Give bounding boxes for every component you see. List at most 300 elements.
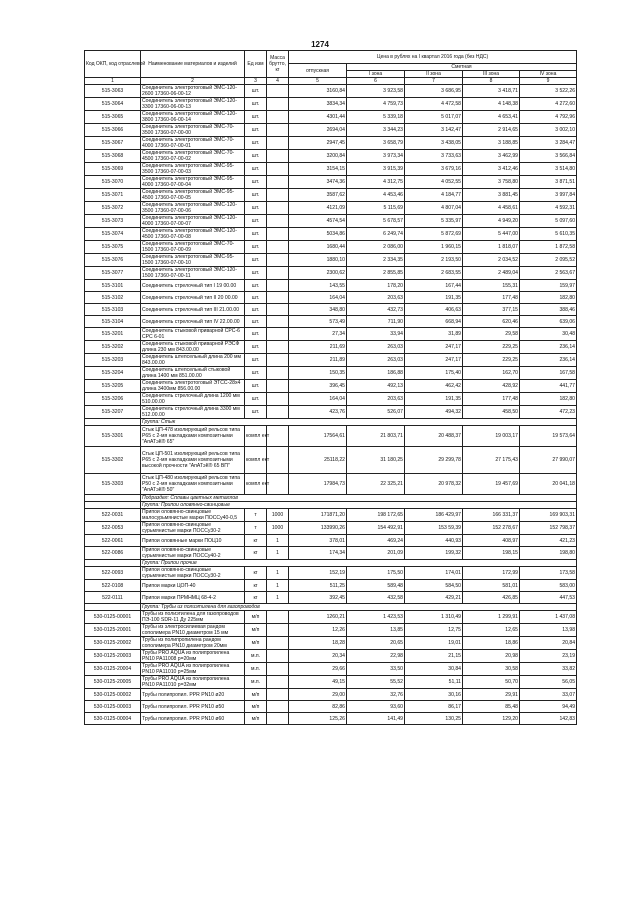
unit-cell: компл ект [245, 474, 267, 495]
table-row [85, 367, 577, 380]
price-release-cell: 29,66 [289, 663, 347, 676]
name-cell: Соединитель электротоговый ЭМС-120-4000 17360-07-00-07 [141, 215, 245, 228]
price-zone2-cell: 3 679,16 [405, 163, 463, 176]
mass-cell [267, 111, 289, 124]
name-cell: Трубы PRO AQUA из полипропилена PN10 PA11010 р=25мм [141, 663, 245, 676]
code-cell: 515-3102 [85, 292, 141, 304]
code-cell: 515-3071 [85, 189, 141, 202]
price-zone4-cell: 19 573,64 [520, 426, 577, 447]
table-row [85, 426, 577, 447]
price-zone2-cell: 4 807,04 [405, 202, 463, 215]
price-zone1-cell: 432,73 [347, 304, 405, 316]
code-cell: 530-0125-00004 [85, 713, 141, 725]
unit-cell: шт. [245, 267, 267, 280]
mass-cell [267, 215, 289, 228]
price-zone1-cell: 32,76 [347, 689, 405, 701]
mass-cell [267, 701, 289, 713]
price-zone1-cell: 5 115,69 [347, 202, 405, 215]
price-zone3-cell: 1 818,07 [463, 241, 520, 254]
mass-cell [267, 367, 289, 380]
col-number: 5 [289, 78, 347, 85]
unit-cell: кг [245, 535, 267, 547]
mass-cell [267, 124, 289, 137]
price-zone3-cell: 85,48 [463, 701, 520, 713]
group-title: Подраздел: Сплавы цветных металлов [141, 495, 577, 502]
table-row [85, 267, 577, 280]
code-cell: 515-3204 [85, 367, 141, 380]
unit-cell: шт. [245, 380, 267, 393]
name-cell: Соединитель стыковой приварной РЭСФ длина 230 мм 843.00.00 [141, 341, 245, 354]
price-release-cell: 4301,44 [289, 111, 347, 124]
price-zone3-cell: 2 034,52 [463, 254, 520, 267]
table-row [85, 316, 577, 328]
code-cell: 515-3068 [85, 150, 141, 163]
price-zone3-cell: 377,15 [463, 304, 520, 316]
price-zone2-cell: 175,40 [405, 367, 463, 380]
price-zone3-cell: 3 758,80 [463, 176, 520, 189]
code-cell: 522-0086 [85, 547, 141, 560]
price-zone1-cell: 3 915,39 [347, 163, 405, 176]
table-row [85, 676, 577, 689]
price-zone3-cell: 129,20 [463, 713, 520, 725]
code-cell: 515-3073 [85, 215, 141, 228]
price-release-cell: 1680,44 [289, 241, 347, 254]
code-cell: 530-0125-00001 [85, 611, 141, 624]
price-release-cell: 150,35 [289, 367, 347, 380]
price-release-cell: 3474,36 [289, 176, 347, 189]
mass-cell: 1 [267, 547, 289, 560]
price-zone1-cell: 201,09 [347, 547, 405, 560]
price-zone1-cell: 3 344,23 [347, 124, 405, 137]
mass-cell: 1000 [267, 522, 289, 535]
price-zone3-cell: 3 881,45 [463, 189, 520, 202]
name-cell: Соединитель электротоговый ЭМС-70-3500 17360-07-00-00 [141, 124, 245, 137]
mass-cell [267, 228, 289, 241]
table-row [85, 280, 577, 292]
table-row [85, 701, 577, 713]
table-row [85, 163, 577, 176]
price-zone1-cell: 5 678,57 [347, 215, 405, 228]
price-zone4-cell: 56,05 [520, 676, 577, 689]
price-zone2-cell: 21,15 [405, 650, 463, 663]
price-zone4-cell: 639,06 [520, 316, 577, 328]
table-body [85, 85, 577, 725]
price-zone3-cell: 426,85 [463, 592, 520, 604]
header-zone1: I зона [347, 71, 405, 78]
price-zone1-cell: 93,60 [347, 701, 405, 713]
price-zone4-cell: 3 002,10 [520, 124, 577, 137]
code-cell: 515-3103 [85, 304, 141, 316]
table-row [85, 689, 577, 701]
unit-cell: шт. [245, 189, 267, 202]
unit-cell: шт. [245, 406, 267, 419]
price-zone3-cell: 2 914,65 [463, 124, 520, 137]
unit-cell: шт. [245, 328, 267, 341]
price-zone3-cell: 12,65 [463, 624, 520, 637]
price-zone4-cell: 20 041,18 [520, 474, 577, 495]
price-zone1-cell: 203,63 [347, 292, 405, 304]
mass-cell [267, 380, 289, 393]
price-zone4-cell: 30,48 [520, 328, 577, 341]
price-zone1-cell: 33,94 [347, 328, 405, 341]
price-zone3-cell: 20,98 [463, 650, 520, 663]
name-cell: Трубы из полипропилена рандом сополимера PN10 диаметром 20мм [141, 637, 245, 650]
price-release-cell: 1880,10 [289, 254, 347, 267]
group-row [85, 502, 577, 509]
price-release-cell: 125,26 [289, 713, 347, 725]
price-zone3-cell: 19 003,17 [463, 426, 520, 447]
price-release-cell: 511,25 [289, 580, 347, 592]
price-zone4-cell: 27 990,07 [520, 447, 577, 474]
header-zone3: III зона [463, 71, 520, 78]
price-zone4-cell: 94,49 [520, 701, 577, 713]
mass-cell: 1 [267, 592, 289, 604]
price-zone4-cell: 3 514,80 [520, 163, 577, 176]
price-zone1-cell: 20,65 [347, 637, 405, 650]
price-zone1-cell: 175,50 [347, 567, 405, 580]
code-cell: 515-3207 [85, 406, 141, 419]
unit-cell: шт. [245, 393, 267, 406]
code-cell: 515-3075 [85, 241, 141, 254]
unit-cell: шт. [245, 367, 267, 380]
price-zone1-cell: 3 658,79 [347, 137, 405, 150]
price-zone2-cell: 5 017,07 [405, 111, 463, 124]
price-zone3-cell: 29,91 [463, 689, 520, 701]
table-row [85, 354, 577, 367]
price-zone4-cell: 173,58 [520, 567, 577, 580]
price-zone3-cell: 166 331,37 [463, 509, 520, 522]
mass-cell [267, 202, 289, 215]
table-row [85, 150, 577, 163]
code-cell: 515-3074 [85, 228, 141, 241]
unit-cell: м/п [245, 713, 267, 725]
table-row [85, 85, 577, 98]
table-row [85, 202, 577, 215]
code-cell: 515-3206 [85, 393, 141, 406]
mass-cell [267, 713, 289, 725]
price-zone1-cell: 55,52 [347, 676, 405, 689]
code-cell: 530-0125-20005 [85, 676, 141, 689]
price-zone4-cell: 3 284,47 [520, 137, 577, 150]
code-cell: 515-3076 [85, 254, 141, 267]
name-cell: Соединитель стрелочный тип III 21.00.00 [141, 304, 245, 316]
unit-cell: м.п. [245, 663, 267, 676]
price-release-cell: 12,26 [289, 624, 347, 637]
price-zone2-cell: 20 488,37 [405, 426, 463, 447]
price-zone4-cell: 5 097,60 [520, 215, 577, 228]
code-cell: 522-0111 [85, 592, 141, 604]
price-zone2-cell: 668,94 [405, 316, 463, 328]
name-cell: Стык ЦП-480 изолирующий рельсов типа Р50 с 2-мя накладками композитными "АпАТэК® 50" [141, 474, 245, 495]
group-row [85, 560, 577, 567]
name-cell: Соединитель стыковой приварной СРС-6 СРС 6-01 [141, 328, 245, 341]
name-cell: Соединитель электротоговый ЭМС-70-1500 17360-07-00-09 [141, 241, 245, 254]
table-row [85, 124, 577, 137]
header-name: Наименование материалов и изделий [141, 51, 245, 78]
price-zone2-cell: 19,01 [405, 637, 463, 650]
table-row [85, 406, 577, 419]
table-row [85, 111, 577, 124]
price-zone4-cell: 167,58 [520, 367, 577, 380]
price-release-cell: 3834,34 [289, 98, 347, 111]
name-cell: Припои оловянно-свинцовые сурьмянистые марки ПОССу30-2 [141, 522, 245, 535]
price-zone2-cell: 247,17 [405, 354, 463, 367]
code-cell: 530-0125-00002 [85, 689, 141, 701]
price-zone3-cell: 229,25 [463, 341, 520, 354]
unit-cell: шт. [245, 111, 267, 124]
name-cell: Соединитель электротоговый ЭМС-95-4500 17360-07-00-05 [141, 189, 245, 202]
header-zone2: II зона [405, 71, 463, 78]
unit-cell: м/п [245, 701, 267, 713]
price-zone2-cell: 1 310,49 [405, 611, 463, 624]
price-zone4-cell: 4 792,96 [520, 111, 577, 124]
price-zone3-cell: 27 175,43 [463, 447, 520, 474]
col-number: 9 [520, 78, 577, 85]
name-cell: Соединитель стрелочный длина 1200 мм 510.00.00 [141, 393, 245, 406]
code-cell: 515-3201 [85, 328, 141, 341]
code-cell: 515-3072 [85, 202, 141, 215]
unit-cell: шт. [245, 98, 267, 111]
name-cell: Соединитель стрелочный тип II 20 00.00 [141, 292, 245, 304]
table-row [85, 637, 577, 650]
price-zone4-cell: 2 563,67 [520, 267, 577, 280]
price-zone4-cell: 583,00 [520, 580, 577, 592]
price-zone1-cell: 3 923,58 [347, 85, 405, 98]
unit-cell: м.п. [245, 676, 267, 689]
price-zone4-cell: 236,14 [520, 341, 577, 354]
header-estimate: Сметная [347, 64, 577, 71]
price-zone3-cell: 4 949,20 [463, 215, 520, 228]
unit-cell: кг [245, 592, 267, 604]
name-cell: Стык ЦП-501 изолирующий рельсов типа Р65 с 2-мя накладками композитными высокой прочности "АпАТэК® 65 ВП" [141, 447, 245, 474]
price-zone2-cell: 3 438,05 [405, 137, 463, 150]
price-release-cell: 25118,22 [289, 447, 347, 474]
price-release-cell: 2694,04 [289, 124, 347, 137]
name-cell: Припои оловянно-свинцовые малосурьмянистые марки ПОССу40-0,5 [141, 509, 245, 522]
mass-cell [267, 267, 289, 280]
price-release-cell: 133990,26 [289, 522, 347, 535]
price-zone1-cell: 186,88 [347, 367, 405, 380]
price-zone1-cell: 432,58 [347, 592, 405, 604]
price-zone4-cell: 3 566,84 [520, 150, 577, 163]
table-row [85, 474, 577, 495]
table-row [85, 580, 577, 592]
price-zone3-cell: 177,48 [463, 393, 520, 406]
unit-cell: шт. [245, 228, 267, 241]
code-cell: 515-3066 [85, 124, 141, 137]
price-zone3-cell: 620,46 [463, 316, 520, 328]
mass-cell [267, 611, 289, 624]
price-zone3-cell: 428,92 [463, 380, 520, 393]
price-zone1-cell: 21 803,71 [347, 426, 405, 447]
price-zone4-cell: 1 872,58 [520, 241, 577, 254]
name-cell: Припои марки ЦОП-40 [141, 580, 245, 592]
mass-cell [267, 447, 289, 474]
name-cell: Соединитель электротоговый ЭМС-120-3800 17360-06-00-14 [141, 111, 245, 124]
price-zone2-cell: 20 978,32 [405, 474, 463, 495]
price-zone2-cell: 153 59,39 [405, 522, 463, 535]
table-row [85, 663, 577, 676]
unit-cell: м/п [245, 611, 267, 624]
unit-cell: шт. [245, 202, 267, 215]
code-cell: 515-3303 [85, 474, 141, 495]
price-release-cell: 164,04 [289, 292, 347, 304]
table-row [85, 611, 577, 624]
code-cell: 515-3067 [85, 137, 141, 150]
table-row [85, 189, 577, 202]
price-release-cell: 49,15 [289, 676, 347, 689]
price-zone4-cell: 182,80 [520, 393, 577, 406]
name-cell: Соединитель электротоговый ЭМС-95-3500 17360-07-00-03 [141, 163, 245, 176]
mass-cell [267, 316, 289, 328]
unit-cell: шт. [245, 215, 267, 228]
price-release-cell: 143,55 [289, 280, 347, 292]
price-release-cell: 152,19 [289, 567, 347, 580]
name-cell: Соединитель стрелочный длина 3300 мм 512.00.00 [141, 406, 245, 419]
price-zone1-cell: 4 312,75 [347, 176, 405, 189]
price-release-cell: 164,04 [289, 393, 347, 406]
price-zone2-cell: 5 335,97 [405, 215, 463, 228]
price-zone4-cell: 3 871,51 [520, 176, 577, 189]
name-cell: Трубы полипропил. PPR PN10 ø20 [141, 689, 245, 701]
price-zone2-cell: 3 686,95 [405, 85, 463, 98]
code-cell: 515-3104 [85, 316, 141, 328]
group-title: Группа: Припои прочие [141, 560, 577, 567]
mass-cell [267, 328, 289, 341]
price-zone3-cell: 2 489,04 [463, 267, 520, 280]
unit-cell: м/п [245, 637, 267, 650]
price-zone4-cell: 198,80 [520, 547, 577, 560]
mass-cell [267, 98, 289, 111]
price-zone2-cell: 247,17 [405, 341, 463, 354]
price-zone1-cell: 711,90 [347, 316, 405, 328]
table-row [85, 137, 577, 150]
mass-cell: 1000 [267, 509, 289, 522]
code-cell: 522-0093 [85, 567, 141, 580]
table-row [85, 547, 577, 560]
mass-cell [267, 280, 289, 292]
table-row [85, 254, 577, 267]
unit-cell: кг [245, 547, 267, 560]
price-zone2-cell: 1 960,15 [405, 241, 463, 254]
table-row [85, 713, 577, 725]
unit-cell: шт. [245, 304, 267, 316]
price-release-cell: 29,00 [289, 689, 347, 701]
name-cell: Соединитель электротоговый ЭМС-70-4000 17360-07-00-01 [141, 137, 245, 150]
price-zone2-cell: 2 193,50 [405, 254, 463, 267]
col-number: 8 [463, 78, 520, 85]
price-zone4-cell: 5 610,35 [520, 228, 577, 241]
name-cell: Трубы полипропил. PPR PN10 ø60 [141, 713, 245, 725]
code-cell [85, 560, 141, 567]
name-cell: Соединитель стрелочный тип IV 22.00.00 [141, 316, 245, 328]
table-row [85, 292, 577, 304]
price-zone4-cell: 472,23 [520, 406, 577, 419]
price-zone3-cell: 50,70 [463, 676, 520, 689]
name-cell: Соединитель электротоговый ЭМС-120-3500 17360-07-00-06 [141, 202, 245, 215]
price-zone1-cell: 526,07 [347, 406, 405, 419]
price-zone3-cell: 155,31 [463, 280, 520, 292]
price-zone2-cell: 174,01 [405, 567, 463, 580]
unit-cell: шт. [245, 176, 267, 189]
name-cell: Соединитель электротоговый ЭМС-95-4000 17360-07-00-04 [141, 176, 245, 189]
price-zone4-cell: 1 437,08 [520, 611, 577, 624]
header-unit: Ед изм [245, 51, 267, 78]
price-release-cell: 5034,86 [289, 228, 347, 241]
mass-cell [267, 474, 289, 495]
price-release-cell: 20,34 [289, 650, 347, 663]
price-release-cell: 3587,62 [289, 189, 347, 202]
mass-cell [267, 426, 289, 447]
name-cell: Соединитель электротоговый ЭТСС-28х4 длина 3400мм 856.00.00 [141, 380, 245, 393]
price-release-cell: 211,89 [289, 354, 347, 367]
code-cell: 515-3202 [85, 341, 141, 354]
code-cell: 522-0031 [85, 509, 141, 522]
price-zone1-cell: 141,49 [347, 713, 405, 725]
price-zone4-cell: 4 592,31 [520, 202, 577, 215]
price-zone1-cell: 22 325,21 [347, 474, 405, 495]
price-zone4-cell: 20,84 [520, 637, 577, 650]
price-zone4-cell: 23,19 [520, 650, 577, 663]
price-zone2-cell: 30,84 [405, 663, 463, 676]
price-release-cell: 2947,45 [289, 137, 347, 150]
price-zone3-cell: 19 457,69 [463, 474, 520, 495]
group-title: Группа: Стык [141, 419, 577, 426]
table-row [85, 98, 577, 111]
name-cell: Трубы из полиэтилена для газопроводов ПЭ-100 SDR-11 Ду 225мм [141, 611, 245, 624]
price-zone1-cell: 1 423,53 [347, 611, 405, 624]
mass-cell [267, 341, 289, 354]
price-zone3-cell: 408,97 [463, 535, 520, 547]
price-zone2-cell: 406,63 [405, 304, 463, 316]
price-zone2-cell: 5 872,69 [405, 228, 463, 241]
price-zone1-cell: 13,85 [347, 624, 405, 637]
price-release-cell: 4121,09 [289, 202, 347, 215]
col-number: 1 [85, 78, 141, 85]
header-code: Код ОКП, код отраслевой [85, 51, 141, 78]
mass-cell [267, 292, 289, 304]
price-release-cell: 573,49 [289, 316, 347, 328]
price-zone2-cell: 2 683,55 [405, 267, 463, 280]
name-cell: Соединитель стрелочный тип I 19 00.00 [141, 280, 245, 292]
group-title: Группа: Трубы из полиэтилена для газопроводов [141, 604, 577, 611]
table-row [85, 650, 577, 663]
price-zone2-cell: 199,32 [405, 547, 463, 560]
unit-cell: компл ект [245, 426, 267, 447]
table-row [85, 535, 577, 547]
price-zone2-cell: 29 299,78 [405, 447, 463, 474]
col-number: 6 [347, 78, 405, 85]
price-release-cell: 17564,61 [289, 426, 347, 447]
price-zone3-cell: 3 412,46 [463, 163, 520, 176]
price-zone3-cell: 1 299,91 [463, 611, 520, 624]
price-release-cell: 174,34 [289, 547, 347, 560]
table-row [85, 509, 577, 522]
unit-cell: шт. [245, 354, 267, 367]
price-zone4-cell: 33,82 [520, 663, 577, 676]
table-row [85, 176, 577, 189]
price-zone4-cell: 159,97 [520, 280, 577, 292]
table-row [85, 393, 577, 406]
mass-cell [267, 650, 289, 663]
mass-cell [267, 637, 289, 650]
price-release-cell: 27,34 [289, 328, 347, 341]
code-cell: 522-0061 [85, 535, 141, 547]
code-cell [85, 604, 141, 611]
unit-cell: шт. [245, 163, 267, 176]
price-zone1-cell: 33,50 [347, 663, 405, 676]
code-cell [85, 495, 141, 502]
